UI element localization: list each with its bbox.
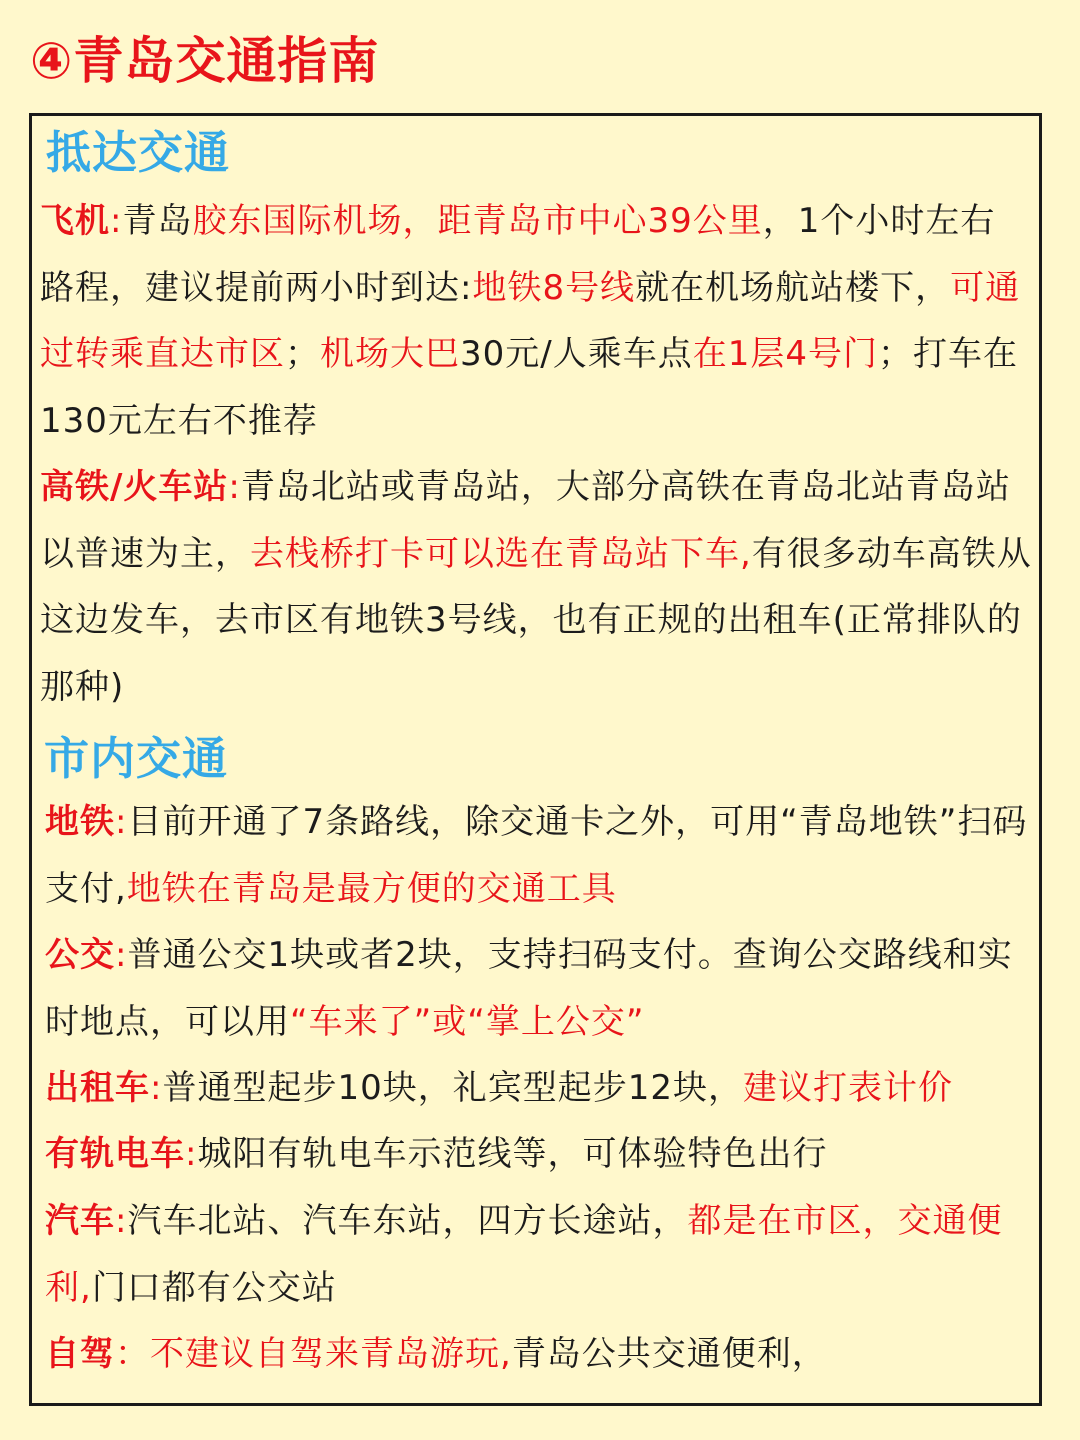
paragraph-subway xyxy=(45,789,1030,922)
text: 城阳有轨电车示范线等，可体验特色出行 xyxy=(197,1134,828,1174)
text: 目前开通了7条路线，除交通卡之外，可用“青岛地铁”扫码支付, xyxy=(45,802,1028,909)
paragraph-coach xyxy=(45,1188,1040,1321)
highlight-metro-line-8: 地铁8号线 xyxy=(472,267,636,308)
highlight-selfdrive: 不建议自驾来青岛游玩, xyxy=(150,1334,512,1374)
colon: : xyxy=(185,1134,198,1174)
colon: : xyxy=(115,935,128,975)
label-selfdrive: 自驾 xyxy=(45,1334,115,1374)
highlight-airport-bus: 机场大巴 xyxy=(320,334,460,374)
paragraph-train xyxy=(40,454,1040,720)
colon: : xyxy=(150,1068,163,1108)
highlight-airport: 胶东国际机场，距青岛市中心39公里 xyxy=(192,201,763,241)
highlight-transfer: 可通过转乘直达市区 xyxy=(40,267,1021,374)
section-heading-city: 市内交通 xyxy=(44,732,229,785)
text: ，1个小时左右路程，建议提前两小时到达: xyxy=(40,201,996,308)
colon: : xyxy=(115,802,128,842)
label-subway: 地铁 xyxy=(45,802,115,842)
text: 汽车北站、汽车东站，四方长途站， xyxy=(127,1201,688,1241)
text: ； xyxy=(285,334,320,374)
highlight-bus-apps: “车来了”或“掌上公交” xyxy=(290,1001,645,1042)
label-plane: 飞机 xyxy=(40,201,110,241)
paragraph-selfdrive xyxy=(45,1321,1030,1388)
text: 青岛公共交通便利， xyxy=(511,1334,827,1374)
highlight-subway: 地铁在青岛是最方便的交通工具 xyxy=(126,868,617,909)
highlight-coach: 都是在市区，交通便利, xyxy=(45,1201,1003,1308)
highlight-boarding-point: 在1层4号门 xyxy=(692,334,878,374)
text: 有很多动车高铁从这边发车，去市区有地铁3号线，也有正规的出租车(正常排队的那种) xyxy=(40,533,1032,707)
text: 青岛 xyxy=(122,201,193,241)
page-title: ④青岛交通指南 xyxy=(30,32,380,90)
text: 普通公交1块或者2块，支持扫码支付。查询公交路线和实时地点，可以用 xyxy=(45,935,1013,1042)
paragraph-plane xyxy=(40,188,1025,454)
text: 门口都有公交站 xyxy=(91,1267,337,1308)
text: 普通型起步10块，礼宾型起步12块， xyxy=(162,1068,743,1108)
highlight-zhanqiao: 去栈桥打卡可以选在青岛站下车, xyxy=(250,533,752,574)
label-bus: 公交 xyxy=(45,935,115,975)
text: 30元/人乘车点 xyxy=(460,334,693,374)
paragraph-tram xyxy=(45,1121,1030,1188)
paragraph-taxi xyxy=(45,1055,1065,1122)
label-taxi: 出租车 xyxy=(45,1068,150,1108)
text: 青岛北站或青岛站，大部分高铁在青岛北站青岛站以普速为主， xyxy=(40,467,1011,574)
label-train: 高铁/火车站 xyxy=(40,467,229,507)
colon: : xyxy=(110,201,123,241)
text: ；打车在130元左右不推荐 xyxy=(40,334,1018,441)
label-coach: 汽车 xyxy=(45,1201,115,1241)
label-tram: 有轨电车 xyxy=(45,1134,185,1174)
paragraph-bus xyxy=(45,922,1040,1055)
colon: : xyxy=(115,1201,128,1241)
colon: : xyxy=(228,467,241,507)
section-heading-arrival: 抵达交通 xyxy=(46,126,231,179)
text: 就在机场航站楼下， xyxy=(635,267,951,308)
colon: ： xyxy=(115,1334,150,1374)
highlight-meter: 建议打表计价 xyxy=(743,1068,953,1108)
